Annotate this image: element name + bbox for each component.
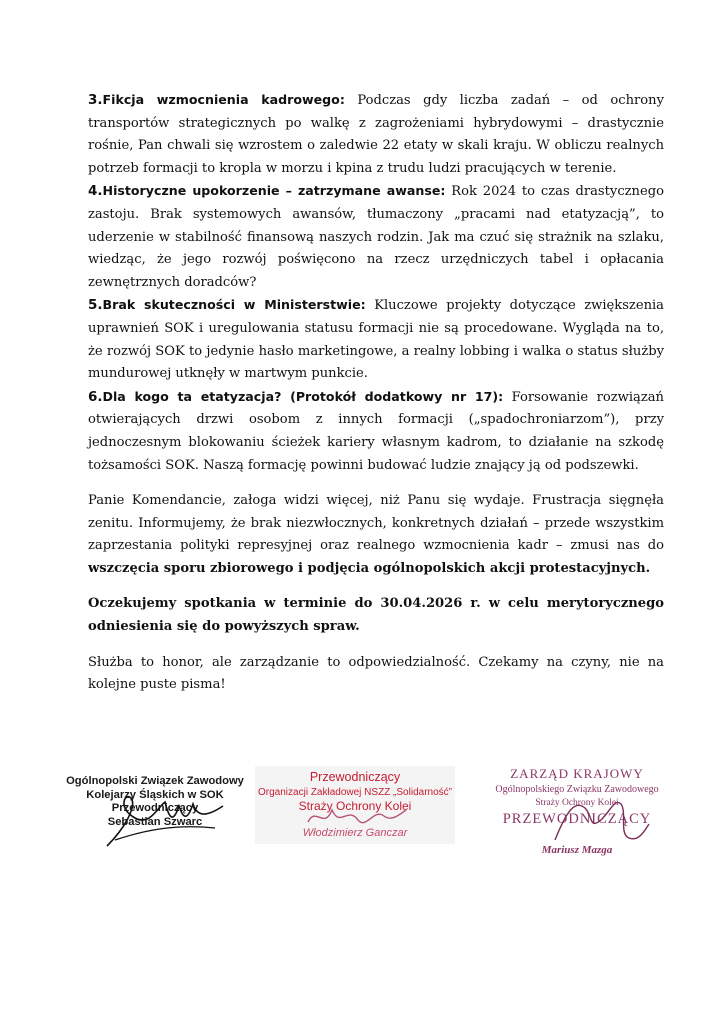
item-heading: Fikcja wzmocnienia kadrowego: <box>102 92 345 107</box>
stamp-signer: Sebastian Szwarc <box>107 815 203 828</box>
stamp-line: Ogólnopolski Związek Zawodowy <box>66 775 244 787</box>
stamp-line: Przewodniczący <box>111 802 199 815</box>
item-number: 6. <box>88 388 103 405</box>
stamp-signer: Mariusz Mazga <box>541 844 613 856</box>
paragraph-warning-text: Panie Komendancie, załoga widzi więcej, niż Panu się wydaje. Frustracja sięgnęła zenitu. Informujemy, że brak niezwłocznych, konkretnych działań – przede wszystkim zaprzestania polityki represyjnej oraz realnego wzmocnienia kadr – zmusi nas do <box>88 493 664 554</box>
paragraph-closing: Służba to honor, ale zarządzanie to odpowiedzialność. Czekamy na czyny, nie na kolejne puste pisma! <box>88 654 664 693</box>
stamp-line: PRZEWODNICZĄCY <box>502 811 652 827</box>
item-heading: Brak skuteczności w Ministerstwie: <box>102 297 366 313</box>
item-text: Rok 2024 to czas drastycznego zastoju. Brak systemowych awansów, tłumaczony „pracami nad etatyzacją”, to uderzenie w stabilność finansową naszych rodzin. Jak ma czuć się strażnik na szlaku, wiedząc, że jego rozwój poświęcono na rzecz urzędniczych tabel i opłacania zewnętrznych doradców? <box>88 184 664 290</box>
item-heading: Historyczne upokorzenie – zatrzymane awanse: <box>102 183 446 199</box>
stamp-line: Organizacji Zakładowej NSZZ „Solidarność” <box>258 787 452 798</box>
stamp-line: Straży Ochrony Kolei <box>535 798 619 808</box>
item-text: Forsowanie rozwiązań otwierających drzwi osobom z innych formacji („spadochroniarzom”), przy jednoczesnym blokowaniu ścieżek kariery własnym kadrom, to działanie na szkodę tożsamości SOK. Naszą formację powinni budować ludzie znający ją od podszewki. <box>88 389 664 473</box>
item-number: 5. <box>88 297 103 314</box>
stamp-line: Ogólnopolskiego Związku Zawodowego <box>495 784 659 795</box>
item-text: Kluczowe projekty dotyczące zwiększenia uprawnień SOK i uregulowania statusu formacji nie są procedowane. Wygląda na to, że rozwój SOK to jedynie hasło marketingowe, a realny lobbing i walka o status służby mundurowej utknęły w martwym punkcie. <box>88 298 664 382</box>
paragraph-meeting-text: Oczekujemy spotkania w terminie do 30.04.2026 r. w celu merytorycznego odniesienia się do powyższych spraw. <box>88 596 664 635</box>
stamp-ozzks <box>60 775 250 829</box>
stamp-line: Kolejarzy Śląskich w SOK <box>86 788 224 801</box>
stamp-line: Straży Ochrony Kolei <box>298 799 412 813</box>
paragraph-warning-bold: wszczęcia sporu zbiorowego i podjęcia ogólnopolskich akcji protestacyjnych. <box>88 560 651 576</box>
stamp-signer: Włodzimierz Ganczar <box>302 827 408 839</box>
item-heading: Dla kogo ta etatyzacja? (Protokół dodatkowy nr 17): <box>102 388 504 404</box>
stamp-line: ZARZĄD KRAJOWY <box>510 766 644 781</box>
stamp-zarzad-krajowy <box>472 766 682 856</box>
item-text: Podczas gdy liczba zadań – od ochrony transportów strategicznych po walkę z zagrożeniami hybrydowymi – drastycznie rośnie, Pan chwali się wzrostem o zaledwie 22 etaty w skali kraju. W obliczu realnych potrzeb formacji to kropla w morzu i kpina z trudu ludzi pracujących w terenie. <box>88 93 664 176</box>
item-number: 3. <box>88 92 103 108</box>
stamp-line: Przewodniczący <box>309 770 401 784</box>
item-number: 4. <box>88 183 103 200</box>
stamp-solidarnosc <box>255 766 455 844</box>
